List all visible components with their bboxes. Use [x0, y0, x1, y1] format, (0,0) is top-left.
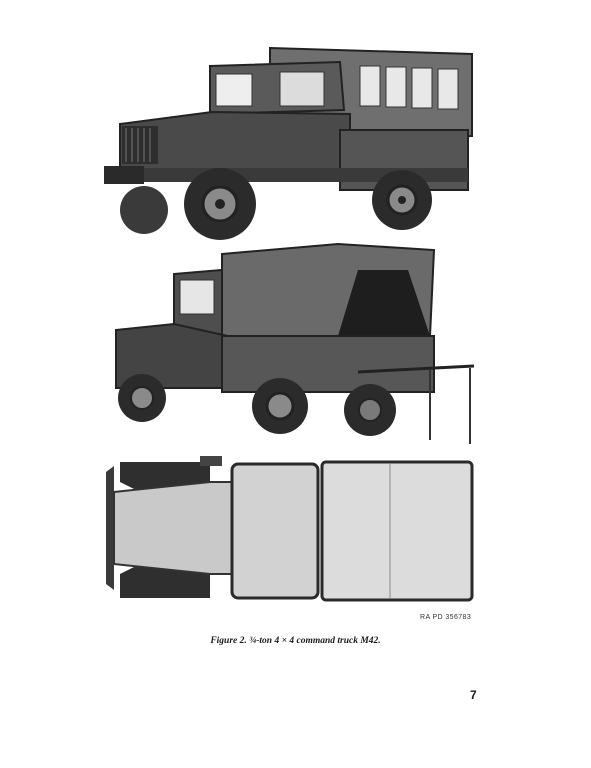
- truck-body: [104, 48, 472, 190]
- truck-rear-quarter-photo: [108, 240, 478, 450]
- truck-side-view-photo: [100, 40, 480, 250]
- truck-top-view-photo: [100, 452, 480, 622]
- figure-caption: Figure 2. ¾-ton 4 × 4 command truck M42.: [210, 636, 381, 646]
- page-number: 7: [470, 688, 477, 702]
- truck-top-outline: [106, 456, 472, 600]
- photo-credit: RA PD 356783: [420, 614, 472, 621]
